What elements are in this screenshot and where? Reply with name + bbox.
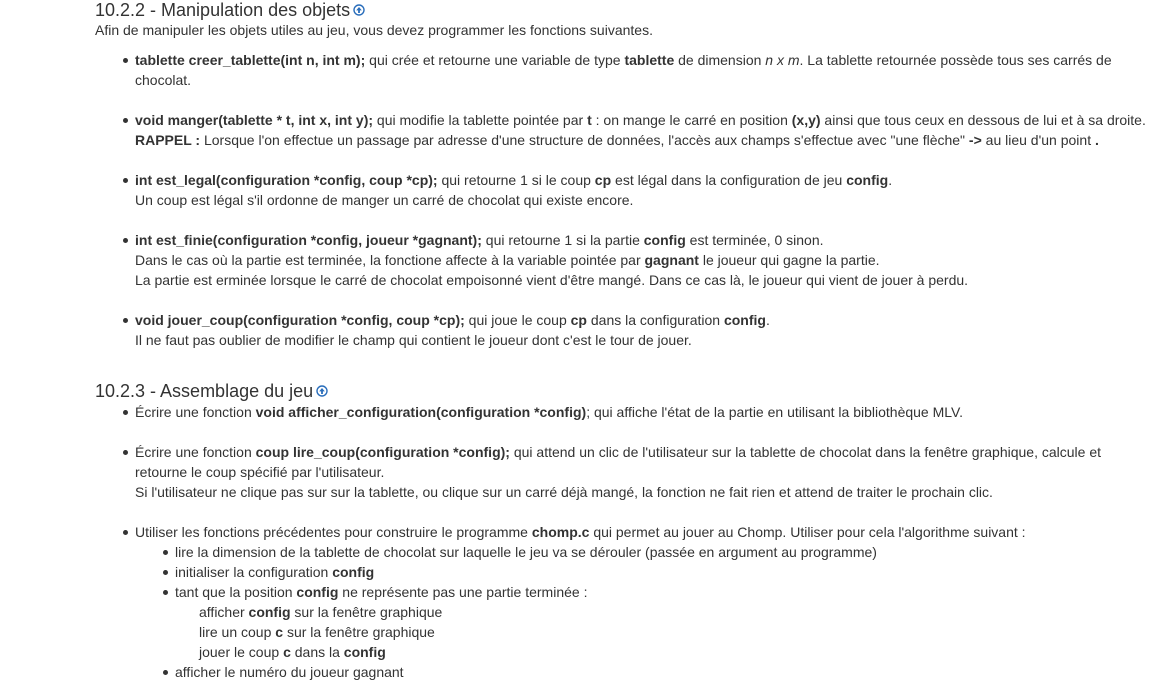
- text: qui crée et retourne une variable de type: [365, 52, 625, 68]
- arrow-operator: ->: [968, 132, 982, 148]
- text: Écrire une fonction: [135, 444, 256, 460]
- text: sur la fenêtre graphique: [290, 604, 443, 620]
- text: afficher: [199, 604, 249, 620]
- text: Il ne faut pas oublier de modifier le champ qui contient le joueur dont c'est le tour de jouer.: [135, 332, 692, 348]
- keyword: t: [587, 112, 592, 128]
- keyword: config: [332, 564, 375, 580]
- text: Lorsque l'on effectue un passage par adresse d'une structure de données, l'accès aux champs s'effectue avec "une flèche": [200, 132, 969, 148]
- text: Un coup est légal s'il ordonne de manger un carré de chocolat qui existe encore.: [135, 192, 634, 208]
- keyword: config: [248, 604, 291, 620]
- text: au lieu d'un point: [981, 132, 1095, 148]
- text: de dimension: [674, 52, 766, 68]
- text: . La tablette retournée possède tous ses carrés de chocolat.: [135, 52, 1112, 88]
- keyword: gagnant: [644, 252, 699, 268]
- text: sur la fenêtre graphique: [283, 624, 435, 640]
- anchor-up-icon[interactable]: [316, 385, 328, 397]
- algorithm-step: [95, 542, 1155, 562]
- function-signature: int est_finie(configuration *config, joueur *gagnant);: [135, 232, 482, 248]
- text: tant que la position: [175, 584, 297, 600]
- program-name: chomp.c: [531, 524, 590, 540]
- algorithm-step: [95, 662, 1155, 682]
- list-item: [95, 310, 1155, 350]
- list-item: [95, 50, 1155, 110]
- text: qui joue le coup: [464, 312, 571, 328]
- algorithm-step: [95, 562, 1155, 582]
- section-heading-assemblage: [95, 381, 328, 401]
- text: le joueur qui gagne la partie.: [698, 252, 880, 268]
- text: jouer le coup: [199, 644, 284, 660]
- keyword: config: [643, 232, 686, 248]
- dimension: n x m: [765, 52, 800, 68]
- anchor-up-icon[interactable]: [353, 4, 365, 16]
- section-title: 10.2.2 - Manipulation des objets: [95, 0, 351, 20]
- text: afficher le numéro du joueur gagnant: [175, 664, 404, 680]
- text: qui attend un clic de l'utilisateur sur la tablette de chocolat dans la fenêtre graphique, calcule et retourne le coup spécifié par l'utilisateur.: [135, 444, 1101, 480]
- keyword: config: [723, 312, 766, 328]
- list-item: [95, 170, 1155, 230]
- keyword: cp: [594, 172, 612, 188]
- section-intro: Afin de manipuler les objets utiles au jeu, vous devez programmer les fonctions suivantes.: [95, 22, 653, 38]
- function-signature: void afficher_configuration(configuration *config): [255, 404, 587, 420]
- algorithm-step: [95, 582, 1155, 662]
- text: qui retourne 1 si la partie: [481, 232, 644, 248]
- text: Écrire une fonction: [135, 404, 256, 420]
- text: initialiser la configuration: [175, 564, 333, 580]
- text: ainsi que tous ceux en dessous de lui et à sa droite.: [820, 112, 1146, 128]
- text: est légal dans la configuration de jeu: [611, 172, 847, 188]
- text: ne représente pas une partie terminée :: [338, 584, 588, 600]
- loop-step: [175, 642, 1155, 662]
- keyword: config: [343, 644, 386, 660]
- text: lire la dimension de la tablette de chocolat sur laquelle le jeu va se dérouler (passée en argument au programme): [175, 544, 877, 560]
- text: qui retourne 1 si le coup: [437, 172, 595, 188]
- list-item: [95, 110, 1155, 170]
- text: : on mange le carré en position: [591, 112, 792, 128]
- keyword: config: [846, 172, 889, 188]
- text: ; qui affiche l'état de la partie en utilisant la bibliothèque MLV.: [586, 404, 963, 420]
- section-heading-manipulation: [95, 0, 365, 20]
- loop-step: [175, 602, 1155, 622]
- text: Utiliser les fonctions précédentes pour construire le programme: [135, 524, 532, 540]
- function-signature: tablette creer_tablette(int n, int m);: [135, 52, 366, 68]
- text: qui permet au jouer au Chomp. Utiliser pour cela l'algorithme suivant :: [589, 524, 1026, 540]
- text: est terminée, 0 sinon.: [685, 232, 824, 248]
- function-signature: int est_legal(configuration *config, coup *cp);: [135, 172, 438, 188]
- dot-operator: .: [1094, 132, 1099, 148]
- algorithm-list: [135, 542, 1155, 682]
- loop-step: [175, 622, 1155, 642]
- keyword: (x,y): [791, 112, 821, 128]
- keyword: tablette: [624, 52, 675, 68]
- function-signature: void jouer_coup(configuration *config, coup *cp);: [135, 312, 465, 328]
- function-signature: coup lire_coup(configuration *config);: [255, 444, 510, 460]
- text: dans la: [290, 644, 344, 660]
- text: lire un coup: [199, 624, 276, 640]
- text: .: [765, 312, 770, 328]
- text: qui modifie la tablette pointée par: [373, 112, 588, 128]
- text: La partie est erminée lorsque le carré de chocolat empoisonné vient d'être mangé. Dans ce cas là, le joueur qui vient de jouer à perdu.: [135, 272, 969, 288]
- text: .: [888, 172, 893, 188]
- keyword: config: [296, 584, 339, 600]
- list-item: [95, 230, 1155, 310]
- keyword: c: [283, 644, 291, 660]
- section-title: 10.2.3 - Assemblage du jeu: [95, 381, 314, 401]
- list-item: [95, 442, 1155, 522]
- list-item: [95, 522, 1155, 682]
- assembly-list: [95, 402, 1155, 682]
- text: Si l'utilisateur ne clique pas sur sur la tablette, ou clique sur un carré déjà mangé, la fonction ne fait rien et attend de traiter le prochain clic.: [135, 484, 993, 500]
- function-signature: void manger(tablette * t, int x, int y);: [135, 112, 374, 128]
- text: Dans le cas où la partie est terminée, la fonctione affecte à la variable pointée par: [135, 252, 645, 268]
- keyword: c: [275, 624, 284, 640]
- rappel-label: RAPPEL :: [135, 132, 201, 148]
- keyword: cp: [570, 312, 587, 328]
- list-item: [95, 402, 1155, 442]
- function-list: [95, 50, 1155, 350]
- text: dans la configuration: [586, 312, 724, 328]
